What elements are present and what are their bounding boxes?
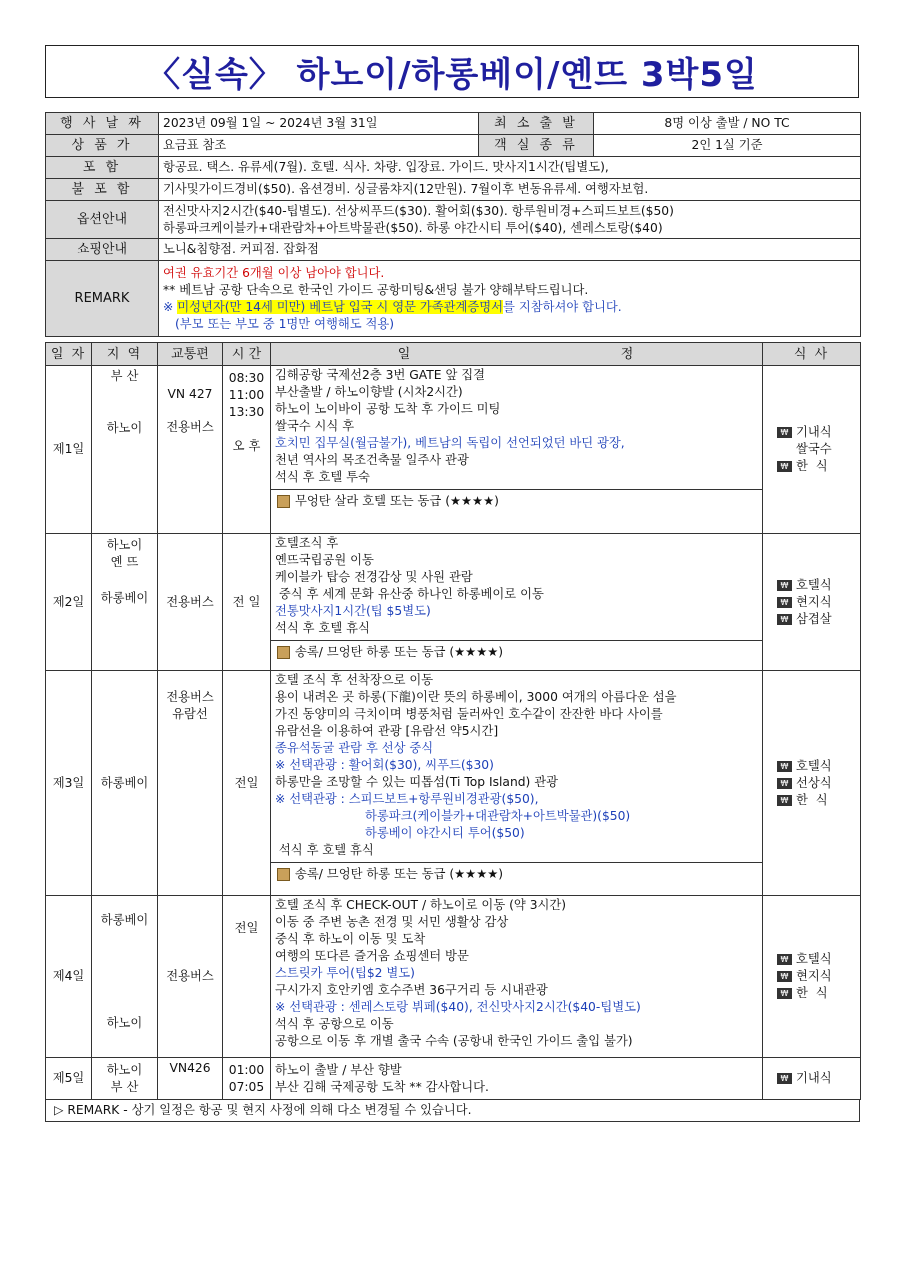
remark-parent: (부모 또는 부모 중 1명만 여행해도 적용) <box>175 316 395 331</box>
schedule-table <box>45 342 861 1100</box>
day-label: 제2일 <box>46 534 92 671</box>
header-time: 시 간 <box>223 343 271 366</box>
day-row <box>46 896 861 1058</box>
meals <box>763 534 861 671</box>
region: 하롱베이 <box>92 671 158 896</box>
transport: 전용버스 <box>166 420 214 434</box>
day-row <box>46 1058 861 1100</box>
region: 하롱베이 <box>100 913 149 927</box>
remark-label: REMARK <box>46 261 159 337</box>
hotel-info <box>271 489 762 513</box>
utensils-icon: ₩ <box>777 988 792 999</box>
utensils-icon: ₩ <box>777 461 792 472</box>
utensils-icon: ₩ <box>777 761 792 772</box>
itinerary-line: 하노이 노이바이 공항 도착 후 가이드 미팅 <box>275 402 501 416</box>
region: 부 산 <box>110 369 139 383</box>
region: 하롱베이 <box>100 591 149 605</box>
itinerary-line: 부산출발 / 하노이향발 (시차2시간) <box>275 385 463 399</box>
itinerary-line: ※ 선택관광 : 센레스토랑 뷔페($40), 전신맛사지2시간($40-팁별도) <box>275 1000 641 1014</box>
itinerary-line: 용이 내려온 곳 하롱(下龍)이란 뜻의 하롱베이, 3000 여개의 아름다운 섬을 <box>275 690 677 704</box>
day-label: 제1일 <box>46 366 92 534</box>
hotel-info <box>271 640 762 664</box>
utensils-icon: ₩ <box>777 1073 792 1084</box>
itinerary-line: 스트릿카 투어(팁$2 별도) <box>275 966 415 980</box>
time: 13:30 <box>228 405 265 419</box>
itinerary-line: 김해공항 국제선2층 3번 GATE 앞 집결 <box>275 368 486 382</box>
itinerary-line: 유람선을 이용하여 관광 [유람선 약5시간] <box>275 724 499 738</box>
remark-passport: 여권 유효기간 6개월 이상 남아야 합니다. <box>163 265 385 280</box>
itinerary-line: 쌀국수 시식 후 <box>275 419 355 433</box>
header-itinerary: 일 정 <box>271 343 763 366</box>
utensils-icon: ₩ <box>777 580 792 591</box>
itinerary <box>271 1058 763 1100</box>
itinerary-line: 천년 역사의 목조건축물 일주사 관광 <box>275 453 469 467</box>
remark-minor-highlight: 미성년자(만 14세 미만) 베트남 입국 시 영문 가족관계증명서 <box>177 299 504 314</box>
utensils-icon: ₩ <box>777 597 792 608</box>
itinerary-line: 공항으로 이동 후 개별 출국 수속 (공항내 한국인 가이드 출입 불가) <box>275 1034 633 1048</box>
meal-label: 호텔식 <box>796 758 832 773</box>
itinerary-line: 하롱만을 조망할 수 있는 띠톱섬(Ti Top Island) 관광 <box>275 775 559 789</box>
meal-label: 선상식 <box>796 775 832 790</box>
meal-label: 현지식 <box>796 969 832 983</box>
day-row <box>46 534 861 671</box>
itinerary-line: 중식 후 하노이 이동 및 도착 <box>275 932 426 946</box>
time: 11:00 <box>228 388 265 402</box>
itinerary-line: 구시가지 호안키엠 호수주변 36구거리 등 시내관광 <box>275 983 548 997</box>
itinerary <box>271 671 763 896</box>
room-value: 2인 1실 기준 <box>594 135 861 157</box>
header-transport: 교통편 <box>158 343 223 366</box>
meal-label: 호텔식 <box>796 952 832 966</box>
header-meal: 식 사 <box>763 343 861 366</box>
hotel-icon <box>277 646 290 659</box>
meal-label: 쌀국수 <box>796 442 832 456</box>
hotel-icon <box>277 868 290 881</box>
meal-item <box>777 577 856 594</box>
utensils-icon: ₩ <box>777 971 792 982</box>
exclude-value: 기사및가이드경비($50). 옵션경비. 싱글룸챠지(12만원). 7월이후 변동유류세. 여행자보험. <box>159 179 861 201</box>
itinerary-line: 중식 후 세계 문화 유산중 하나인 하롱베이로 이동 <box>275 587 544 601</box>
transport: 전용버스 <box>158 534 223 671</box>
itinerary-line: 호텔 조식 후 CHECK-OUT / 하노이로 이동 (약 3시간) <box>275 898 567 912</box>
remark-minor-suffix: 를 지참하셔야 합니다. <box>503 299 622 314</box>
itinerary-line: 하노이 출발 / 부산 향발 <box>275 1062 402 1077</box>
shopping-value: 노니&침향점. 커피점. 잡화점 <box>159 239 861 261</box>
hotel-name: 무엉탄 살라 호텔 또는 동급 (★★★★) <box>295 494 499 508</box>
meal-label: 한 식 <box>796 459 828 473</box>
meal-item <box>777 441 856 458</box>
itinerary <box>271 366 763 534</box>
itinerary-line: 부산 김해 국제공항 도착 ** 감사합니다. <box>275 1079 489 1094</box>
meal-label: 기내식 <box>796 425 832 439</box>
hotel-info <box>271 862 762 886</box>
day-label: 제4일 <box>46 896 92 1058</box>
transport: 전용버스 <box>158 896 223 1058</box>
meal-item <box>777 985 856 1002</box>
meal-label: 호텔식 <box>796 577 832 592</box>
meal-item <box>777 775 856 792</box>
meal-item <box>777 792 856 809</box>
itinerary-line: 케이블카 탑승 전경감상 및 사원 관람 <box>275 570 473 584</box>
utensils-icon: ₩ <box>777 954 792 965</box>
transport: VN426 <box>158 1058 223 1100</box>
itinerary-line: 전통맛사지1시간(팁 $5별도) <box>275 604 431 618</box>
hotel-name: 송록/ 므엉탄 하롱 또는 동급 (★★★★) <box>295 645 504 659</box>
remark-guide: ** 베트남 공항 단속으로 한국인 가이드 공항미팅&샌딩 불가 양해부탁드립니다. <box>163 282 589 297</box>
transport: 유람선 <box>172 707 208 721</box>
room-label: 객 실 종 류 <box>479 135 594 157</box>
min-depart-label: 최 소 출 발 <box>479 113 594 135</box>
hotel-name: 송록/ 므엉탄 하롱 또는 동급 (★★★★) <box>295 867 504 881</box>
utensils-icon: ₩ <box>777 614 792 625</box>
meal-item <box>777 611 856 628</box>
itinerary-line: 옌뜨국립공원 이동 <box>275 553 374 567</box>
meals <box>763 671 861 896</box>
itinerary-line: 호치민 집무실(월금불가), 베트남의 독립이 선언되었던 바딘 광장, <box>275 436 625 450</box>
meal-item <box>777 458 856 475</box>
itinerary-line: 하롱파크(케이블카+대관람차+아트박물관)($50) <box>365 809 631 823</box>
time: 전일 <box>223 671 271 896</box>
remark-minor <box>163 299 856 316</box>
period-label: 행 사 날 짜 <box>46 113 159 135</box>
option-line: 하롱파크케이블카+대관람차+아트박물관($50). 하롱 야간시티 투어($40), 센레스토랑($40) <box>163 220 663 235</box>
meal-item <box>777 594 856 611</box>
region: 하노이 <box>106 538 143 552</box>
itinerary-line: 이동 중 주변 농촌 전경 및 서민 생활상 감상 <box>275 915 509 929</box>
region: 하노이 <box>106 1016 143 1030</box>
itinerary-line: 석식 후 호텔 휴식 <box>275 621 370 635</box>
itinerary-line: 호텔조식 후 <box>275 536 339 550</box>
include-value: 항공료. 택스. 유류세(7월). 호텔. 식사. 차량. 입장료. 가이드. 맛사지1시간(팁별도), <box>159 157 861 179</box>
price-label: 상 품 가 <box>46 135 159 157</box>
hotel-icon <box>277 495 290 508</box>
day-label: 제5일 <box>46 1058 92 1100</box>
transport: 전용버스 <box>166 690 214 704</box>
time: 07:05 <box>228 1079 265 1094</box>
option-value <box>159 201 861 239</box>
meal-item <box>777 951 856 968</box>
option-label: 옵션안내 <box>46 201 159 239</box>
itinerary-line: 가진 동양미의 극치이며 병풍처럼 둘러싸인 호수같이 잔잔한 바다 사이를 <box>275 707 663 721</box>
day-row <box>46 366 861 534</box>
meal-item <box>777 968 856 985</box>
remark-minor-prefix: ※ <box>163 299 178 314</box>
day-label: 제3일 <box>46 671 92 896</box>
region: 부 산 <box>110 1079 139 1094</box>
tour-info-table <box>45 112 861 337</box>
header-region: 지 역 <box>92 343 158 366</box>
region: 하노이 <box>106 421 143 435</box>
itinerary-line: 하롱베이 야간시티 투어($50) <box>365 826 525 840</box>
meal-item <box>777 758 856 775</box>
meals <box>763 896 861 1058</box>
meal-label: 한 식 <box>796 792 828 807</box>
time: 01:00 <box>228 1062 265 1077</box>
day-row <box>46 671 861 896</box>
itinerary-line: 석식 후 호텔 투숙 <box>275 470 370 484</box>
remark-value <box>159 261 861 337</box>
itinerary-line: ※ 선택관광 : 스피드보트+항루원비경관광($50), <box>275 792 539 806</box>
header-day: 일 자 <box>46 343 92 366</box>
time: 전 일 <box>223 534 271 671</box>
meal-label: 현지식 <box>796 594 832 609</box>
region: 하노이 <box>106 1062 143 1077</box>
meals <box>763 1058 861 1100</box>
time: 전일 <box>223 896 271 1058</box>
meal-label: 기내식 <box>796 1071 832 1085</box>
itinerary-line: ※ 선택관광 : 활어회($30), 씨푸드($30) <box>275 758 494 772</box>
min-depart-value: 8명 이상 출발 / NO TC <box>594 113 861 135</box>
exclude-label: 불 포 함 <box>46 179 159 201</box>
itinerary-line: 호텔 조식 후 선착장으로 이동 <box>275 673 434 687</box>
meal-item <box>777 424 856 441</box>
meals <box>763 366 861 534</box>
itinerary-line: 종유석동굴 관람 후 선상 중식 <box>275 741 434 755</box>
price-value: 요금표 참조 <box>159 135 479 157</box>
period-value: 2023년 09월 1일 ~ 2024년 3월 31일 <box>159 113 479 135</box>
utensils-icon: ₩ <box>777 778 792 789</box>
shopping-label: 쇼핑안내 <box>46 239 159 261</box>
page-title: 〈실속〉 하노이/하롱베이/옌뜨 3박5일 <box>45 45 859 98</box>
utensils-icon: ₩ <box>777 427 792 438</box>
itinerary-line: 여행의 또다른 즐거움 쇼핑센터 방문 <box>275 949 469 963</box>
itinerary-line: 석식 후 공항으로 이동 <box>275 1017 394 1031</box>
region: 옌 뜨 <box>110 555 139 569</box>
transport: VN 427 <box>167 387 213 401</box>
time: 오 후 <box>232 439 261 453</box>
itinerary-line: 석식 후 호텔 휴식 <box>275 843 374 857</box>
itinerary <box>271 896 763 1058</box>
include-label: 포 함 <box>46 157 159 179</box>
option-line: 전신맛사지2시간($40-팁별도). 선상씨푸드($30). 활어회($30). 항루원비경+스피드보트($50) <box>163 203 674 218</box>
meal-item <box>777 1070 856 1087</box>
footer-remark: ▷ REMARK - 상기 일정은 항공 및 현지 사정에 의해 다소 변경될 수 있습니다. <box>46 1100 860 1122</box>
itinerary <box>271 534 763 671</box>
meal-label: 삼겹살 <box>796 611 832 626</box>
footer-table <box>45 1099 860 1122</box>
time: 08:30 <box>228 371 265 385</box>
utensils-icon: ₩ <box>777 795 792 806</box>
meal-label: 한 식 <box>796 986 828 1000</box>
